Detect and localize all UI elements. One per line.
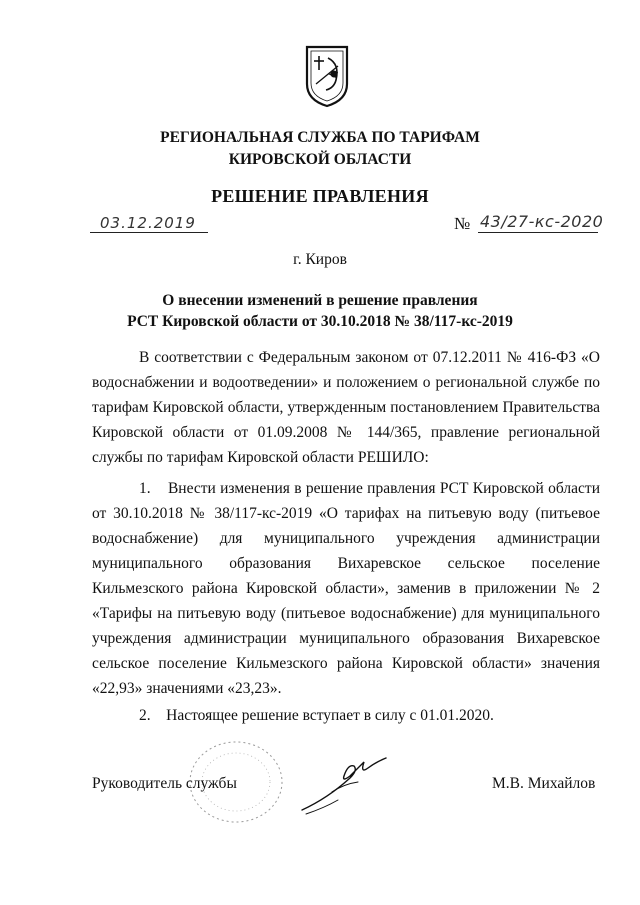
number-sign: № xyxy=(454,214,471,233)
organization-name xyxy=(0,127,640,171)
document-number: 43/27-кс-2020 xyxy=(480,212,604,231)
organization-name-line1: РЕГИОНАЛЬНАЯ СЛУЖБА ПО ТАРИФАМ xyxy=(160,129,480,146)
signatory-name: М.В. Михайлов xyxy=(492,775,596,792)
document-type: РЕШЕНИЕ ПРАВЛЕНИЯ xyxy=(211,186,429,206)
coat-of-arms-emblem xyxy=(304,44,350,108)
decision-item-2: 2. Настоящее решение вступает в силу с 01.01.2020. xyxy=(139,707,494,724)
handwritten-signature xyxy=(298,748,398,818)
city: г. Киров xyxy=(293,251,347,268)
subject-line1: О внесении изменений в решение правления xyxy=(162,292,478,309)
decision-item-1: 1. Внести изменения в решение правления РСТ Кировской области от 30.10.2018 № 38/117-кс-2019 «О тарифах на питьевую воду (питьевое водоснабжение) для муниципального учреждения администрации муниципального образования Вихаревское сельское поселение Кильмезского района Кировской области», заменив в приложении № 2 «Тарифы на питьевую воду (питьевое водоснабжение) для муниципального учреждения администрации муниципального образования Вихаревское сельское поселение Кильмезского района Кировской области» значения «22,93» значениями «23,23». xyxy=(92,480,600,697)
document-subject xyxy=(0,290,640,332)
signatory-role: Руководитель службы xyxy=(92,775,237,792)
subject-line2: РСТ Кировской области от 30.10.2018 № 38/117-кс-2019 xyxy=(127,313,513,330)
preamble-paragraph: В соответствии с Федеральным законом от 07.12.2011 № 416-ФЗ «О водоснабжении и водоотведении» и положением о региональной службе по тарифам Кировской области, утвержденным постановлением Правительства Кировской области от 01.09.2008 № 144/365, правление региональной службы по тарифам Кировской области РЕШИЛО: xyxy=(92,349,600,466)
document-date: 03.12.2019 xyxy=(100,214,196,232)
date-underline xyxy=(90,232,208,233)
number-underline xyxy=(478,232,598,233)
organization-name-line2: КИРОВСКОЙ ОБЛАСТИ xyxy=(228,151,412,168)
